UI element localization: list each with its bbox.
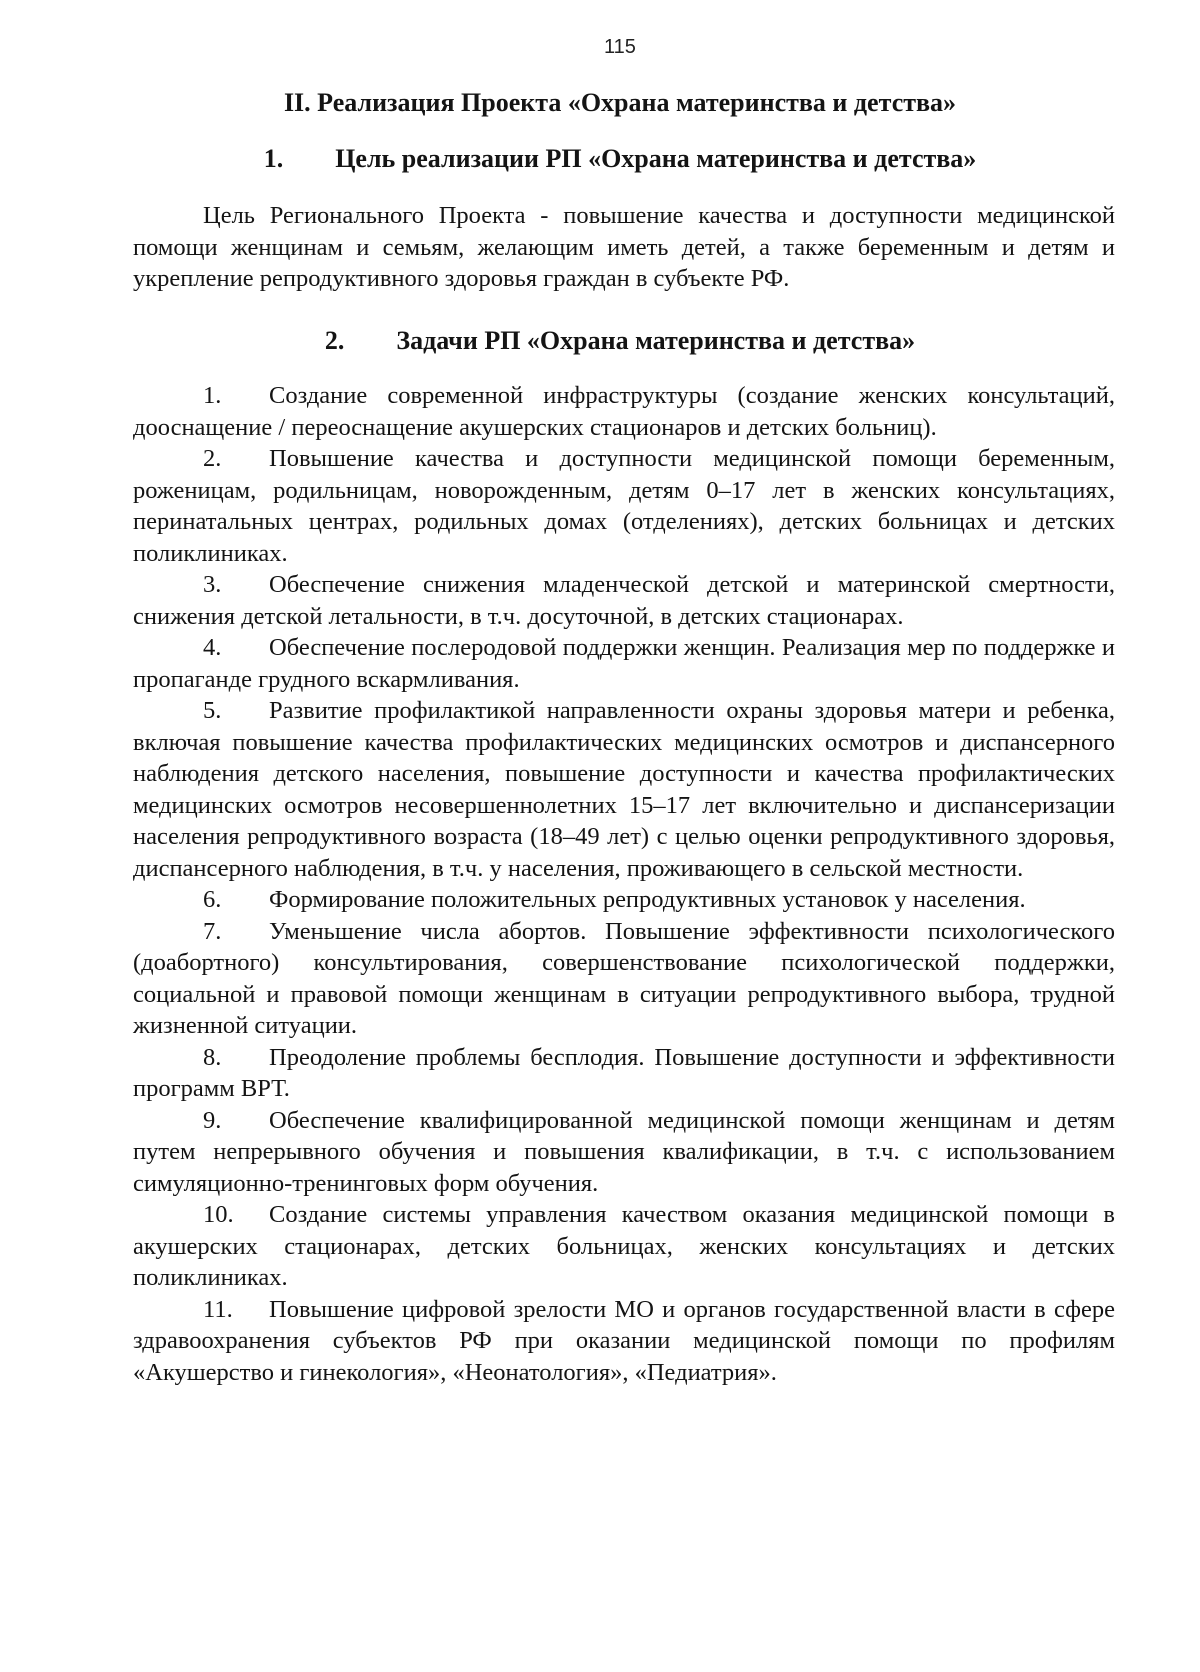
- task-text: Уменьшение числа абортов. Повышение эффективности психологического (доабортного) консультирования, совершенствование психологической поддержки, социальной и правовой помощи женщинам в ситуации репродуктивного выбора, трудной жизненной ситуации.: [133, 917, 1115, 1039]
- task-number: 4.: [203, 634, 222, 661]
- goal-paragraph-block: [133, 200, 1115, 295]
- task-text: Повышение качества и доступности медицинской помощи беременным, роженицам, родильницам, новорожденным, детям 0–17 лет в женских консультациях, перинатальных центрах, родильных домах (отделениях), детских больницах и детских поликлиниках.: [133, 445, 1115, 567]
- goal-heading-text: Цель реализации РП «Охрана материнства и детства»: [335, 144, 977, 173]
- task-text: Развитие профилактикой направленности охраны здоровья матери и ребенка, включая повышение качества профилактических медицинских осмотров и диспансерного наблюдения детского населения, повышение доступности и качества профилактических медицинских осмотров несовершеннолетних 15–17 лет включительно и диспансеризации населения репродуктивного возраста (18–49 лет) с целью оценки репродуктивного здоровья, диспансерного наблюдения, в т.ч. у населения, проживающего в сельской местности.: [133, 697, 1115, 882]
- task-text: Преодоление проблемы бесплодия. Повышение доступности и эффективности программ ВРТ.: [133, 1043, 1115, 1102]
- task-item: [133, 632, 1115, 695]
- task-item: [133, 1042, 1115, 1105]
- task-text: Обеспечение квалифицированной медицинской помощи женщинам и детям путем непрерывного обучения и повышения квалификации, в т.ч. с использованием симуляционно-тренинговых форм обучения.: [133, 1106, 1115, 1197]
- goal-paragraph: Цель Регионального Проекта - повышение качества и доступности медицинской помощи женщинам и семьям, желающим иметь детей, а также беременным и детям и укрепление репродуктивного здоровья граждан в субъекте РФ.: [133, 202, 1115, 292]
- task-number: 1.: [203, 382, 222, 409]
- task-number: 10.: [203, 1201, 234, 1228]
- task-number: 9.: [203, 1106, 222, 1134]
- task-number: 6.: [203, 886, 222, 913]
- task-item: [133, 443, 1115, 569]
- task-item: [133, 1294, 1115, 1389]
- task-item: [133, 916, 1115, 1042]
- tasks-heading: [0, 325, 1200, 357]
- task-item: [133, 884, 1115, 916]
- task-number: 7.: [203, 917, 222, 945]
- page-number: 115: [604, 36, 636, 58]
- tasks-heading-text: Задачи РП «Охрана материнства и детства»: [396, 326, 916, 355]
- tasks-heading-number: 2.: [324, 326, 345, 355]
- task-item: [133, 569, 1115, 632]
- task-item: [133, 1199, 1115, 1294]
- task-number: 8.: [203, 1043, 222, 1071]
- task-text: Обеспечение снижения младенческой детской и материнской смертности, снижения детской летальности, в т.ч. досуточной, в детских стационарах.: [133, 571, 1115, 630]
- task-item: [133, 1105, 1115, 1200]
- goal-heading-number: 1.: [263, 144, 284, 173]
- task-text: Создание современной инфраструктуры (создание женских консультаций, дооснащение / переоснащение акушерских стационаров и детских больниц).: [133, 382, 1115, 441]
- task-text: Повышение цифровой зрелости МО и органов государственной власти в сфере здравоохранения субъектов РФ при оказании медицинской помощи по профилям «Акушерство и гинекология», «Неонатология», «Педиатрия».: [133, 1295, 1115, 1386]
- task-text: Создание системы управления качеством оказания медицинской помощи в акушерских стационарах, детских больницах, женских консультациях и детских поликлиниках.: [133, 1201, 1115, 1291]
- task-number: 3.: [203, 571, 222, 598]
- task-item: [133, 695, 1115, 884]
- task-number: 5.: [203, 697, 222, 724]
- task-text: Формирование положительных репродуктивных установок у населения.: [269, 886, 1026, 913]
- goal-heading: [0, 143, 1200, 175]
- task-number: 11.: [203, 1295, 233, 1323]
- task-number: 2.: [203, 445, 222, 472]
- tasks-list: [133, 380, 1115, 1388]
- task-text: Обеспечение послеродовой поддержки женщин. Реализация мер по поддержке и пропаганде грудного вскармливания.: [133, 634, 1115, 693]
- task-item: [133, 380, 1115, 443]
- page-title: II. Реализация Проекта «Охрана материнства и детства»: [283, 88, 957, 117]
